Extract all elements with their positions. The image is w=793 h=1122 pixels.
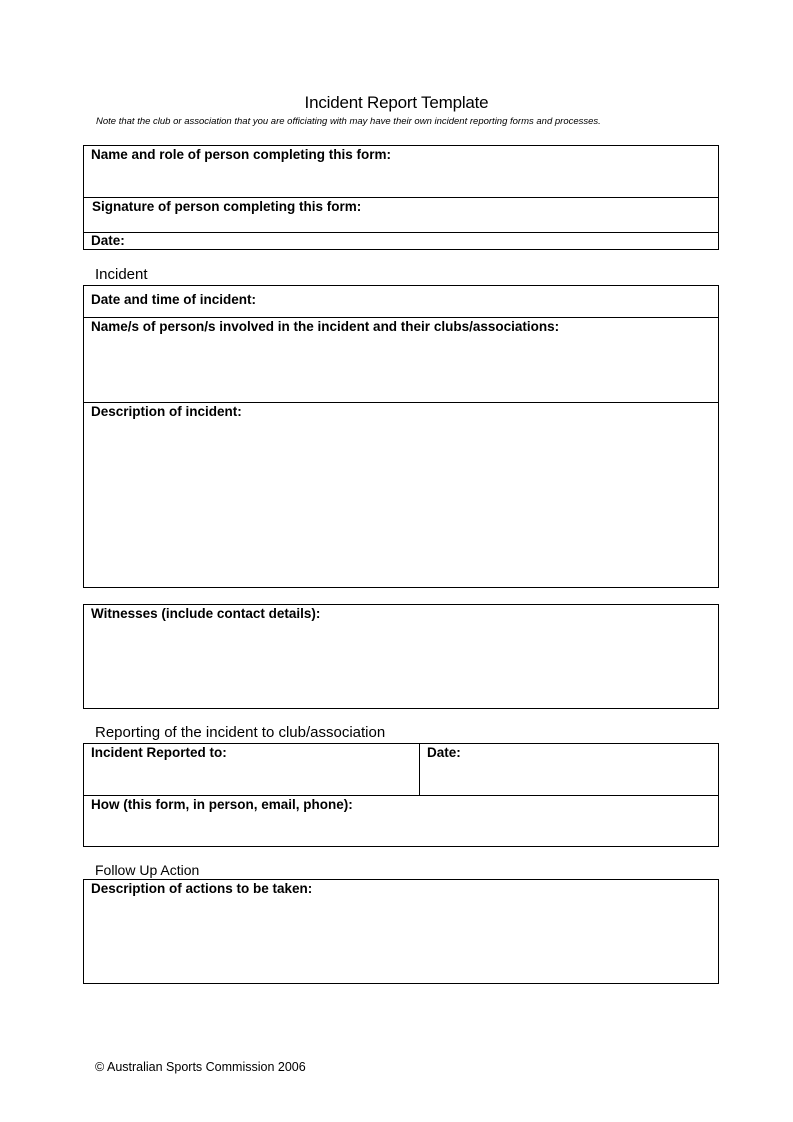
incident-date-time-label: Date and time of incident:: [91, 292, 257, 307]
reporting-heading: Reporting of the incident to club/association: [95, 724, 386, 741]
report-method-label: How (this form, in person, email, phone):: [91, 797, 353, 812]
signature-label: Signature of person completing this form:: [92, 199, 362, 214]
witnesses-label: Witnesses (include contact details):: [91, 606, 321, 621]
actions-label: Description of actions to be taken:: [91, 881, 313, 896]
incident-date-time-field[interactable]: [84, 286, 718, 318]
reported-to-field[interactable]: [84, 744, 419, 795]
reported-date-field[interactable]: [419, 744, 718, 795]
name-role-field[interactable]: [84, 146, 718, 198]
witnesses-box[interactable]: [83, 604, 719, 709]
incident-box: [83, 285, 719, 588]
reported-date-label: Date:: [427, 745, 461, 760]
incident-description-field[interactable]: [84, 403, 718, 587]
date-label: Date:: [91, 233, 125, 248]
reported-to-label: Incident Reported to:: [91, 745, 227, 760]
page-title: Incident Report Template: [304, 93, 489, 112]
follow-up-box[interactable]: [83, 879, 719, 984]
date-field[interactable]: [84, 233, 718, 249]
persons-involved-label: Name/s of person/s involved in the incident and their clubs/associations:: [91, 319, 560, 334]
page-note: Note that the club or association that you are officiating with may have their own incident reporting forms and processes.: [96, 116, 601, 127]
name-role-label: Name and role of person completing this form:: [91, 147, 392, 162]
incident-description-label: Description of incident:: [91, 404, 242, 419]
persons-involved-field[interactable]: [84, 318, 718, 403]
signature-field[interactable]: [84, 198, 718, 233]
copyright-footer: © Australian Sports Commission 2006: [95, 1060, 306, 1074]
follow-up-heading: Follow Up Action: [95, 862, 200, 878]
report-method-field[interactable]: [84, 796, 718, 846]
reporting-box: [83, 743, 719, 847]
completer-details-box: [83, 145, 719, 250]
reporting-top-row: [84, 744, 718, 796]
incident-heading: Incident: [95, 266, 148, 283]
